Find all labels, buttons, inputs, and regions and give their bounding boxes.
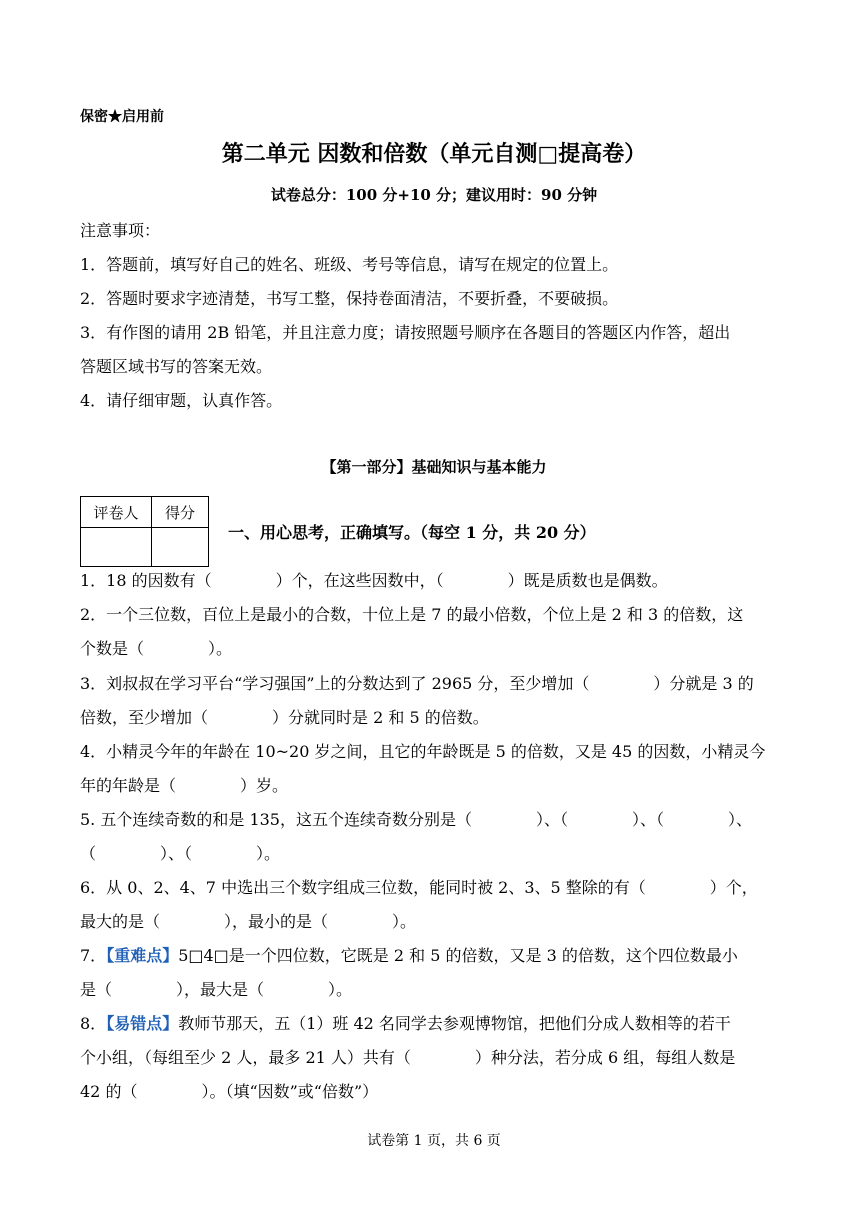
error-prone-tag: 【易错点】 — [106, 1014, 179, 1033]
section-title: 【第一部分】基础知识与基本能力 — [321, 458, 547, 476]
question-line — [80, 1011, 731, 1034]
question-line: 个数是（ ）。 — [80, 639, 233, 658]
grader-label: 评卷人 — [81, 497, 152, 528]
question-line: 是（ ），最大是（ ）。 — [80, 980, 353, 999]
question-line: 1．18 的因数有（ ）个，在这些因数中，（ ）既是质数也是偶数。 — [80, 571, 668, 590]
note-line: 4．请仔细审题，认真作答。 — [80, 391, 283, 410]
notes-heading: 注意事项： — [80, 221, 161, 240]
grading-table — [80, 496, 209, 567]
question-line: 42 的（ ）。（填“因数”或“倍数”） — [80, 1082, 379, 1101]
score-cell — [152, 528, 209, 567]
question-line: 倍数，至少增加（ ）分就同时是 2 和 5 的倍数。 — [80, 708, 489, 727]
part-heading: 一、用心思考，正确填写。（每空 1 分，共 20 分） — [228, 523, 596, 542]
note-line: 3．有作图的请用 2B 铅笔，并且注意力度；请按照题号顺序在各题目的答题区内作答，超出 — [80, 323, 731, 342]
question-number: 7． — [80, 946, 107, 965]
question-text: 教师节那天，五（1）班 42 名同学去参观博物馆，把他们分成人数相等的若干 — [178, 1014, 731, 1033]
question-line: 4．小精灵今年的年龄在 10~20 岁之间，且它的年龄既是 5 的倍数，又是 45 的因数，小精灵今 — [80, 742, 766, 761]
grader-cell — [81, 528, 152, 567]
question-line: 2．一个三位数，百位上是最小的合数，十位上是 7 的最小倍数，个位上是 2 和 3 的倍数，这 — [80, 605, 744, 624]
score-label: 得分 — [152, 497, 209, 528]
note-line: 2．答题时要求字迹清楚，书写工整，保持卷面清洁，不要折叠，不要破损。 — [80, 289, 619, 308]
question-line: 3．刘叔叔在学习平台“学习强国”上的分数达到了 2965 分，至少增加（ ）分就是 3 的 — [80, 674, 754, 693]
page-title: 第二单元 因数和倍数（单元自测□提高卷） — [221, 141, 647, 167]
question-number: 8． — [80, 1014, 107, 1033]
question-line: 5. 五个连续奇数的和是 135，这五个连续奇数分别是（ ）、（ ）、（ ）、 — [80, 810, 752, 829]
question-line: 最大的是（ ），最小的是（ ）。 — [80, 912, 417, 931]
confidential-label: 保密★启用前 — [80, 109, 164, 125]
question-line: （ ）、（ ）。 — [80, 844, 281, 863]
question-text: 5□4□是一个四位数，它既是 2 和 5 的倍数，又是 3 的倍数，这个四位数最小 — [178, 946, 738, 965]
note-line: 答题区域书写的答案无效。 — [80, 357, 273, 376]
question-line: 个小组，（每组至少 2 人，最多 21 人）共有（ ）种分法，若分成 6 组，每组人数是 — [80, 1048, 736, 1067]
exam-info: 试卷总分：100 分+10 分；建议用时：90 分钟 — [270, 186, 598, 204]
note-line: 1．答题前，填写好自己的姓名、班级、考号等信息，请写在规定的位置上。 — [80, 255, 619, 274]
question-line: 年的年龄是（ ）岁。 — [80, 776, 289, 795]
question-line — [80, 943, 738, 966]
difficulty-tag: 【重难点】 — [106, 946, 179, 965]
question-line: 6．从 0、2、4、7 中选出三个数字组成三位数，能同时被 2、3、5 整除的有（ ）个， — [80, 878, 758, 897]
page-footer: 试卷第 1 页，共 6 页 — [367, 1133, 501, 1149]
